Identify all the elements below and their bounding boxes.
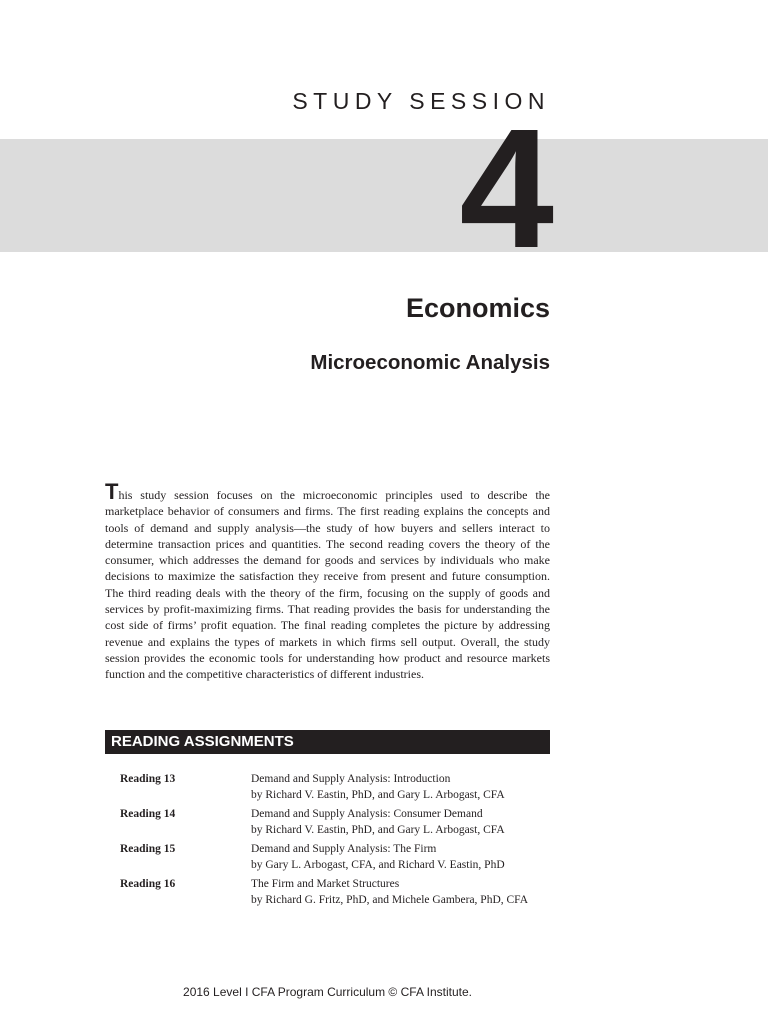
intro-text: his study session focuses on the microeconomic principles used to describe the marketplace behavior of consumers and firms. The first reading explains the concepts and tools of demand and supply analysis—the study of how buyers and sellers interact to determine transaction prices and quantities. The second reading covers the theory of the consumer, which addresses the demand for goods and services by individuals who make decisions to maximize the satisfaction they receive from present and future consumption. The third reading deals with the theory of the firm, focusing on the supply of goods and services by profit-maximizing firms. That reading provides the basis for understanding the cost side of firms’ profit equation. The final reading completes the picture by addressing revenue and explains the types of markets in which firms sell output. Overall, the study session provides the economic tools for understanding how product and resource markets function and the competitive characteristics of different industries.: [105, 488, 550, 682]
header-band: [0, 139, 768, 252]
reading-title: Demand and Supply Analysis: Consumer Demand: [251, 808, 483, 820]
page-subtitle: Microeconomic Analysis: [310, 351, 550, 374]
footer-copyright: 2016 Level I CFA Program Curriculum © CFA Institute.: [183, 985, 472, 999]
drop-cap: T: [105, 479, 119, 504]
reading-description: [251, 771, 505, 803]
reading-list: [120, 771, 560, 911]
page-title: Economics: [405, 293, 550, 323]
reading-authors: by Richard V. Eastin, PhD, and Gary L. Arbogast, CFA: [251, 789, 505, 801]
reading-authors: by Richard V. Eastin, PhD, and Gary L. Arbogast, CFA: [251, 824, 505, 836]
reading-label: Reading 13: [120, 773, 176, 785]
reading-title: The Firm and Market Structures: [251, 878, 400, 890]
session-number: 4: [459, 94, 550, 284]
reading-item: [120, 876, 560, 908]
intro-paragraph: [105, 479, 550, 683]
reading-description: [251, 876, 528, 908]
reading-description: [251, 806, 505, 838]
study-session-kicker: STUDY SESSION: [292, 88, 550, 114]
reading-item: [120, 771, 560, 803]
reading-title: Demand and Supply Analysis: Introduction: [251, 773, 451, 785]
reading-title: Demand and Supply Analysis: The Firm: [251, 843, 437, 855]
reading-label: Reading 16: [120, 878, 176, 890]
reading-label: Reading 14: [120, 808, 176, 820]
reading-authors: by Gary L. Arbogast, CFA, and Richard V. Eastin, PhD: [251, 859, 505, 871]
reading-assignments-heading: READING ASSIGNMENTS: [105, 730, 550, 754]
reading-authors: by Richard G. Fritz, PhD, and Michele Gambera, PhD, CFA: [251, 894, 529, 906]
reading-item: [120, 841, 560, 873]
reading-description: [251, 841, 505, 873]
reading-item: [120, 806, 560, 838]
reading-label: Reading 15: [120, 843, 176, 855]
